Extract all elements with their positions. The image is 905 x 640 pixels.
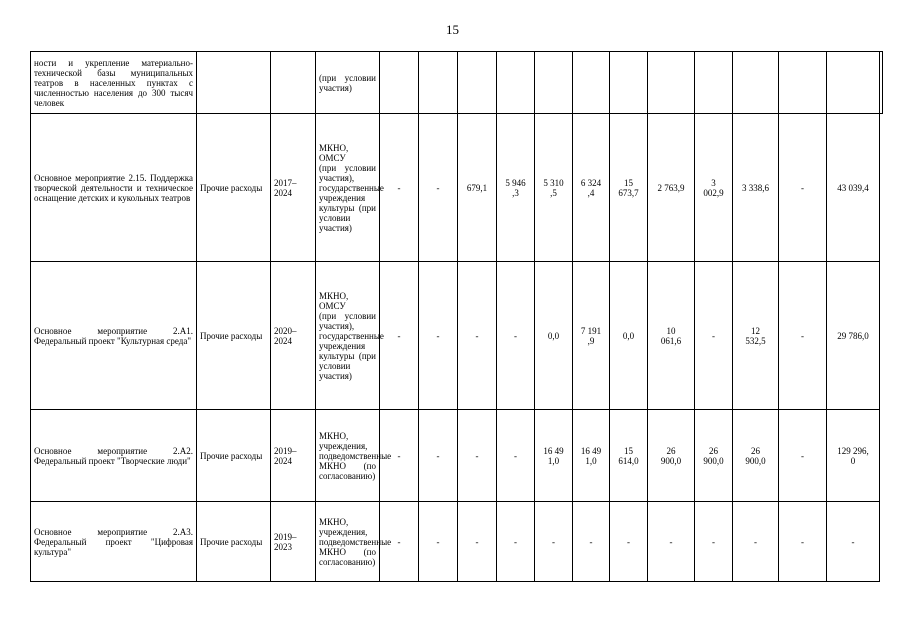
value-cell: - (648, 502, 695, 582)
expense-type-cell: Прочие расходы (197, 502, 271, 582)
value-cell: - (573, 502, 610, 582)
page-number: 15 (446, 22, 459, 37)
table-row (31, 262, 883, 410)
executor-cell: (при условии участия) (316, 52, 380, 114)
value-cell: - (779, 410, 827, 502)
total-cell (880, 52, 883, 114)
value-cell: 3 002,9 (695, 114, 733, 262)
total-cell: 29 786,0 (827, 262, 880, 410)
value-cell (733, 52, 779, 114)
expense-type-cell: Прочие расходы (197, 262, 271, 410)
value-cell: - (419, 410, 458, 502)
table-row (31, 52, 883, 114)
value-cell: 16 49 1,0 (573, 410, 610, 502)
total-cell: 43 039,4 (827, 114, 880, 262)
value-cell: 10 061,6 (648, 262, 695, 410)
executor-cell: МКНО, учреждения, подведомственные МКНО (по согласованию) (316, 502, 380, 582)
expense-type-cell: Прочие расходы (197, 114, 271, 262)
value-cell (779, 52, 827, 114)
measure-name-cell: Основное мероприятие 2.А1. Федеральный проект "Культурная среда" (31, 262, 197, 410)
value-cell: 26 900,0 (695, 410, 733, 502)
value-cell (458, 52, 497, 114)
executor-cell: МКНО, учреждения, подведомственные МКНО (по согласованию) (316, 410, 380, 502)
expense-type-cell (197, 52, 271, 114)
expense-type-cell: Прочие расходы (197, 410, 271, 502)
value-cell: - (458, 410, 497, 502)
value-cell: - (695, 262, 733, 410)
value-cell (610, 52, 648, 114)
measure-name-cell: ности и укрепление материально-технической базы муниципальных театров в населенных пунктах с численностью населения до 300 тысяч человек (31, 52, 197, 114)
measure-name-cell: Основное мероприятие 2.А2. Федеральный проект "Творческие люди" (31, 410, 197, 502)
table-row (31, 114, 883, 262)
value-cell (419, 52, 458, 114)
value-cell: - (779, 502, 827, 582)
value-cell (695, 52, 733, 114)
value-cell: 679,1 (458, 114, 497, 262)
program-table (30, 51, 883, 582)
total-cell: - (827, 502, 880, 582)
value-cell: - (779, 262, 827, 410)
value-cell: - (380, 114, 419, 262)
value-cell: - (380, 262, 419, 410)
executor-cell: МКНО, ОМСУ (при условии участия), государственные учреждения культуры (при условии участия) (316, 262, 380, 410)
value-cell: - (458, 262, 497, 410)
value-cell: - (419, 262, 458, 410)
value-cell (648, 52, 695, 114)
value-cell: 0,0 (535, 262, 573, 410)
value-cell: 5 310 ,5 (535, 114, 573, 262)
value-cell: 15 673,7 (610, 114, 648, 262)
value-cell: 5 946 ,3 (497, 114, 535, 262)
table-row (31, 410, 883, 502)
value-cell (380, 52, 419, 114)
value-cell: 3 338,6 (733, 114, 779, 262)
value-cell: 16 49 1,0 (535, 410, 573, 502)
value-cell: 7 191 ,9 (573, 262, 610, 410)
measure-name-cell: Основное мероприятие 2.15. Поддержка творческой деятельности и техническое оснащение детских и кукольных театров (31, 114, 197, 262)
value-cell: - (733, 502, 779, 582)
years-cell (271, 52, 316, 114)
executor-cell: МКНО, ОМСУ (при условии участия), государственные учреждения культуры (при условии участия) (316, 114, 380, 262)
value-cell: - (419, 502, 458, 582)
value-cell (573, 52, 610, 114)
value-cell: - (458, 502, 497, 582)
value-cell: - (497, 410, 535, 502)
value-cell: 12 532,5 (733, 262, 779, 410)
value-cell: - (419, 114, 458, 262)
value-cell: 26 900,0 (648, 410, 695, 502)
value-cell: - (380, 410, 419, 502)
years-cell: 2020– 2024 (271, 262, 316, 410)
years-cell: 2017– 2024 (271, 114, 316, 262)
value-cell: - (380, 502, 419, 582)
total-cell: 129 296, 0 (827, 410, 880, 502)
years-cell: 2019– 2023 (271, 502, 316, 582)
value-cell: - (695, 502, 733, 582)
value-cell: - (497, 502, 535, 582)
value-cell: - (497, 262, 535, 410)
table-row (31, 502, 883, 582)
value-cell: 6 324 ,4 (573, 114, 610, 262)
value-cell: 26 900,0 (733, 410, 779, 502)
value-cell (497, 52, 535, 114)
value-cell (827, 52, 880, 114)
value-cell (535, 52, 573, 114)
years-cell: 2019– 2024 (271, 410, 316, 502)
value-cell: - (779, 114, 827, 262)
value-cell: 0,0 (610, 262, 648, 410)
value-cell: 2 763,9 (648, 114, 695, 262)
measure-name-cell: Основное мероприятие 2.А3. Федеральный проект "Цифровая культура" (31, 502, 197, 582)
value-cell: 15 614,0 (610, 410, 648, 502)
value-cell: - (535, 502, 573, 582)
value-cell: - (610, 502, 648, 582)
